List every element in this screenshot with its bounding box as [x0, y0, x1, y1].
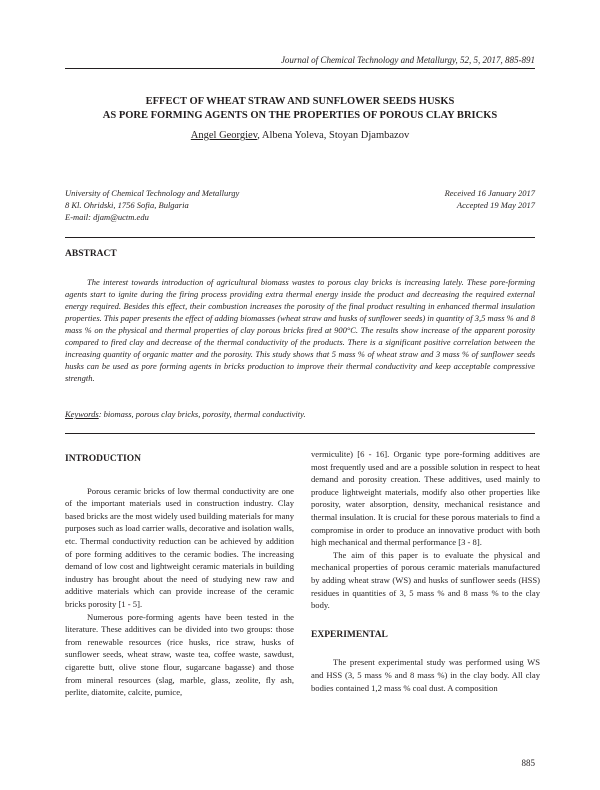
left-column [65, 453, 294, 699]
authors [65, 130, 535, 141]
article-dates [445, 187, 535, 211]
accepted-date: Accepted 19 May 2017 [456, 200, 535, 210]
journal-header: Journal of Chemical Technology and Metallurgy, 52, 5, 2017, 885-891 [280, 55, 535, 65]
right-column [311, 448, 540, 694]
affiliation-email: E-mail: djam@uctm.edu [65, 212, 149, 222]
intro-paragraph-3: The aim of this paper is to evaluate the physical and mechanical properties of porous ceramic materials manufactured by adding wheat straw (WS) and husks of sunflower seeds (HSS) residues in quantities of 3, 5 mass % and 8 mass % to the clay body. [311, 549, 540, 611]
experimental-paragraph-1: The present experimental study was performed using WS and HSS (3, 5 mass % and 8 mass %) in the clay body. All clay bodies contained 1,2 mass % coal dust. A composition [311, 657, 540, 693]
affiliation-line-1: University of Chemical Technology and Metallurgy [65, 188, 240, 198]
title-line-1: EFFECT OF WHEAT STRAW AND SUNFLOWER SEEDS HUSKS [145, 96, 455, 107]
paper-title [65, 95, 535, 123]
intro-paragraph-2: Numerous pore-forming agents have been tested in the literature. These additives can be divided into two groups: those from renewable resources (rice husks, rice straw, husks of sunflower seeds, wheat straw, waste tea, coffee waste, sawdust, cigarette butt, olive stone flour, sugarcane bagasse) and those from mineral resources (slag, marble, glass, zeolite, fly ash, perlite, diatomite, calcite, pumice, [65, 611, 294, 698]
received-date: Received 16 January 2017 [444, 188, 535, 198]
intro-paragraph-2-continued: vermiculite) [6 - 16]. Organic type pore-forming additives are most frequently used and are a possible solution in respect to heat demand and porosity creation. These additives, used mainly to produce lightweight materials, modify also other properties like porosity, water absorption, density, mechanical resistance and thermal insulation. It is crucial for these porous materials to find a compromise in order to produce an innovative product with both high mechanical and thermal performance [3 - 8]. [311, 449, 540, 548]
affiliation [65, 187, 239, 223]
intro-paragraph-1: Porous ceramic bricks of low thermal conductivity are one of the important materials used in construction industry. Clay based bricks are the most widely used building materials for many purposes such as load carrier walls, decorative and isolation walls, etc. Thermal conductivity reduction can be achieved by addition of pore forming additives to the ceramic bodies. The increasing demand of low cost and lightweight ceramic materials in building industry has brought about the need of studying new raw and additive materials which can provide increase of the ceramic bricks porosity [1 - 5]. [65, 485, 294, 609]
abstract-rule-top [65, 237, 535, 238]
abstract-rule-bottom [65, 433, 535, 434]
keywords-label: Keywords [65, 409, 99, 419]
abstract-heading: ABSTRACT [65, 249, 117, 259]
keywords [65, 409, 535, 419]
header-rule [65, 68, 535, 69]
title-line-2: AS PORE FORMING AGENTS ON THE PROPERTIES OF POROUS CLAY BRICKS [102, 110, 498, 121]
abstract-text: The interest towards introduction of agricultural biomass wastes to porous clay bricks is increasing lately. These pore-forming agents start to ignite during the firing process providing extra thermal energy inside the product and decreasing the required external energy required. Besides this effect, their combustion increases the porosity of the final product resulting in enhanced thermal insulation properties. This paper presents the effect of adding biomasses (wheat straw and husks of sunflower seeds) in quantity of 3,5 mass % and 8 mass % on the physical and thermal properties of clay porous bricks fired at 900°C. The results show increase of the apparent porosity compared to fired clay and decrease of the thermal conductivity of the products. There is a significant positive correlation between the increasing quantity of organic matter and the porosity. This study shows that 5 mass % of wheat straw and 3 mass % of sunflower seeds husks can be used as pore forming agents in bricks production to improve their thermal conductivity and keep acceptable compressive strength. [65, 277, 535, 383]
co-authors: , Albena Yoleva, Stoyan Djambazov [257, 130, 410, 141]
introduction-heading: INTRODUCTION [65, 454, 142, 464]
keywords-text: : biomass, porous clay bricks, porosity, thermal conductivity. [98, 409, 306, 419]
affiliation-line-2: 8 Kl. Ohridski, 1756 Sofia, Bulgaria [65, 200, 189, 210]
page-number: 885 [521, 758, 535, 768]
experimental-heading: EXPERIMENTAL [311, 629, 388, 640]
corresponding-author: Angel Georgiev [190, 130, 258, 141]
